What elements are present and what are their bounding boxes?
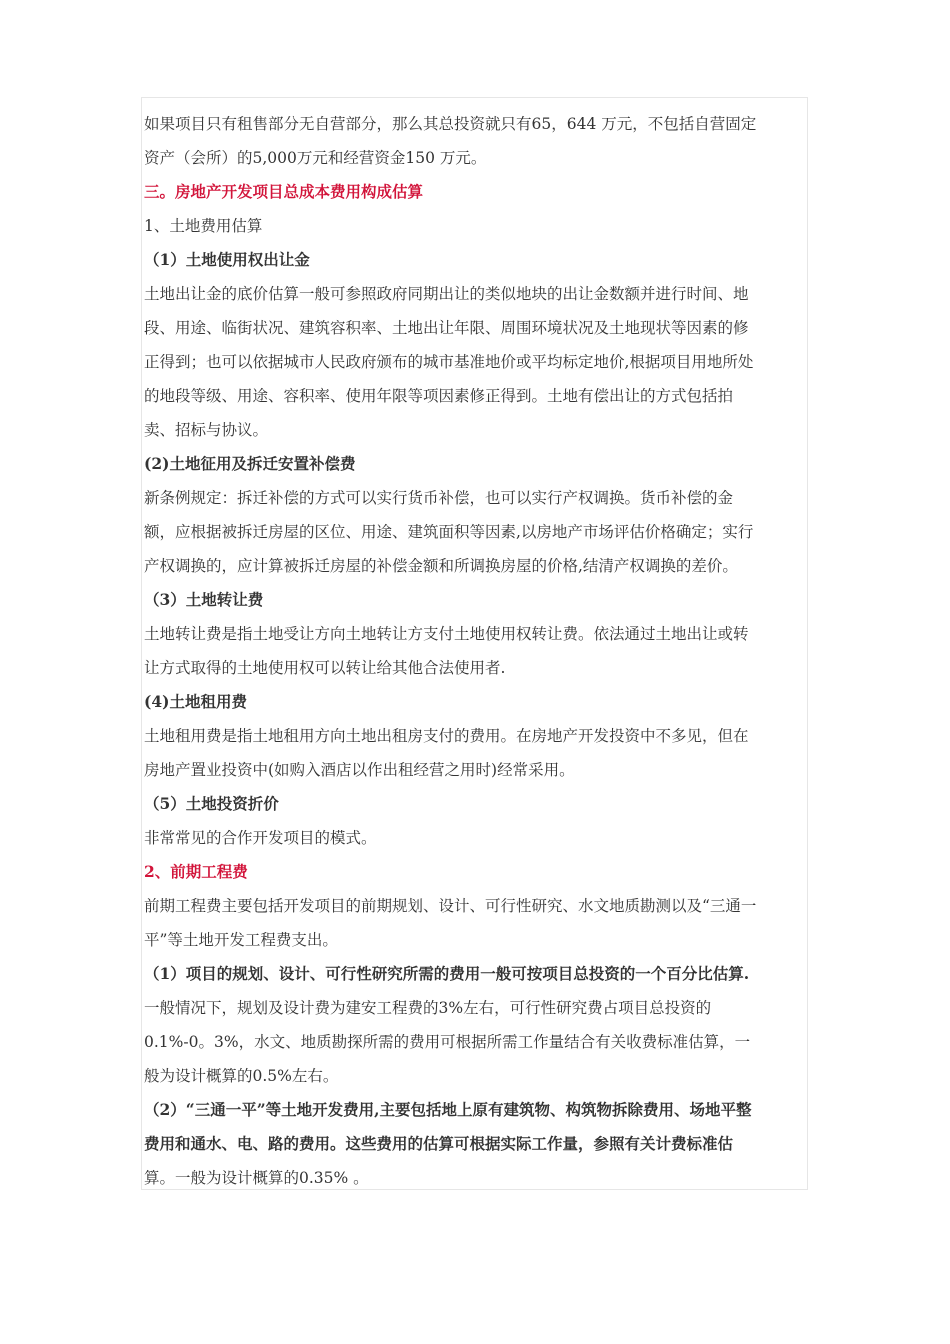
paragraph-line: 让方式取得的土地使用权可以转让给其他合法使用者.: [144, 659, 506, 677]
item-heading: （1）项目的规划、设计、可行性研究所需的费用一般可按项目总投资的一个百分比估算.: [144, 964, 750, 983]
paragraph-line: 资产（会所）的5,000万元和经营资金150 万元。: [144, 149, 487, 167]
paragraph-line: 如果项目只有租售部分无自营部分，那么其总投资就只有65，644 万元，不包括自营固定: [144, 115, 757, 133]
paragraph-line: 土地租用费是指土地租用方向土地出租房支付的费用。在房地产开发投资中不多见，但在: [144, 727, 749, 745]
subsection-heading: 1、土地费用估算: [144, 217, 263, 235]
paragraph-line: 前期工程费主要包括开发项目的前期规划、设计、可行性研究、水文地质勘测以及“三通一: [144, 897, 757, 915]
paragraph-line: 卖、招标与协议。: [144, 421, 269, 439]
paragraph-line: 般为设计概算的0.5%左右。: [144, 1067, 339, 1085]
paragraph-line: 土地出让金的底价估算一般可参照政府同期出让的类似地块的出让金数额并进行时间、地: [144, 285, 749, 303]
document-body: [144, 107, 808, 1195]
paragraph-line: 的地段等级、用途、容积率、使用年限等项因素修正得到。土地有偿出让的方式包括拍: [144, 387, 734, 405]
paragraph-line: 非常常见的合作开发项目的模式。: [144, 829, 377, 847]
paragraph-line: 产权调换的，应计算被拆迁房屋的补偿金额和所调换房屋的价格,结清产权调换的差价。: [144, 557, 738, 575]
paragraph-line: 平”等土地开发工程费支出。: [144, 931, 338, 949]
item-heading-continued: 费用和通水、电、路的费用。这些费用的估算可根据实际工作量，参照有关计费标准估: [144, 1134, 734, 1153]
item-heading: （1）土地使用权出让金: [144, 250, 310, 269]
item-heading: (2)土地征用及拆迁安置补偿费: [144, 454, 356, 473]
section-heading: 2、前期工程费: [144, 862, 248, 881]
item-heading: （3）土地转让费: [144, 590, 264, 609]
paragraph-line: 额，应根据被拆迁房屋的区位、用途、建筑面积等因素,以房地产市场评估价格确定；实行: [144, 523, 754, 541]
item-heading: （5）土地投资折价: [144, 794, 279, 813]
paragraph-line: 算。一般为设计概算的0.35% 。: [144, 1169, 369, 1187]
item-heading: (4)土地租用费: [144, 692, 247, 711]
paragraph-line: 段、用途、临街状况、建筑容积率、土地出让年限、周围环境状况及土地现状等因素的修: [144, 319, 749, 337]
paragraph-line: 土地转让费是指土地受让方向土地转让方支付土地使用权转让费。依法通过土地出让或转: [144, 625, 749, 643]
paragraph-line: 0.1%-0。3%，水文、地质勘探所需的费用可根据所需工作量结合有关收费标准估算，一: [144, 1033, 751, 1051]
paragraph-line: 房地产置业投资中(如购入酒店以作出租经营之用时)经常采用。: [144, 761, 575, 779]
paragraph-line: 一般情况下，规划及设计费为建安工程费的3%左右，可行性研究费占项目总投资的: [144, 999, 712, 1017]
paragraph-line: 正得到；也可以依据城市人民政府颁布的城市基准地价或平均标定地价,根据项目用地所处: [144, 353, 754, 371]
section-heading: 三。房地产开发项目总成本费用构成估算: [144, 182, 424, 201]
paragraph-line: 新条例规定：拆迁补偿的方式可以实行货币补偿，也可以实行产权调换。货币补偿的金: [144, 489, 734, 507]
item-heading: （2）“三通一平”等土地开发费用,主要包括地上原有建筑物、构筑物拆除费用、场地平整: [144, 1100, 752, 1119]
